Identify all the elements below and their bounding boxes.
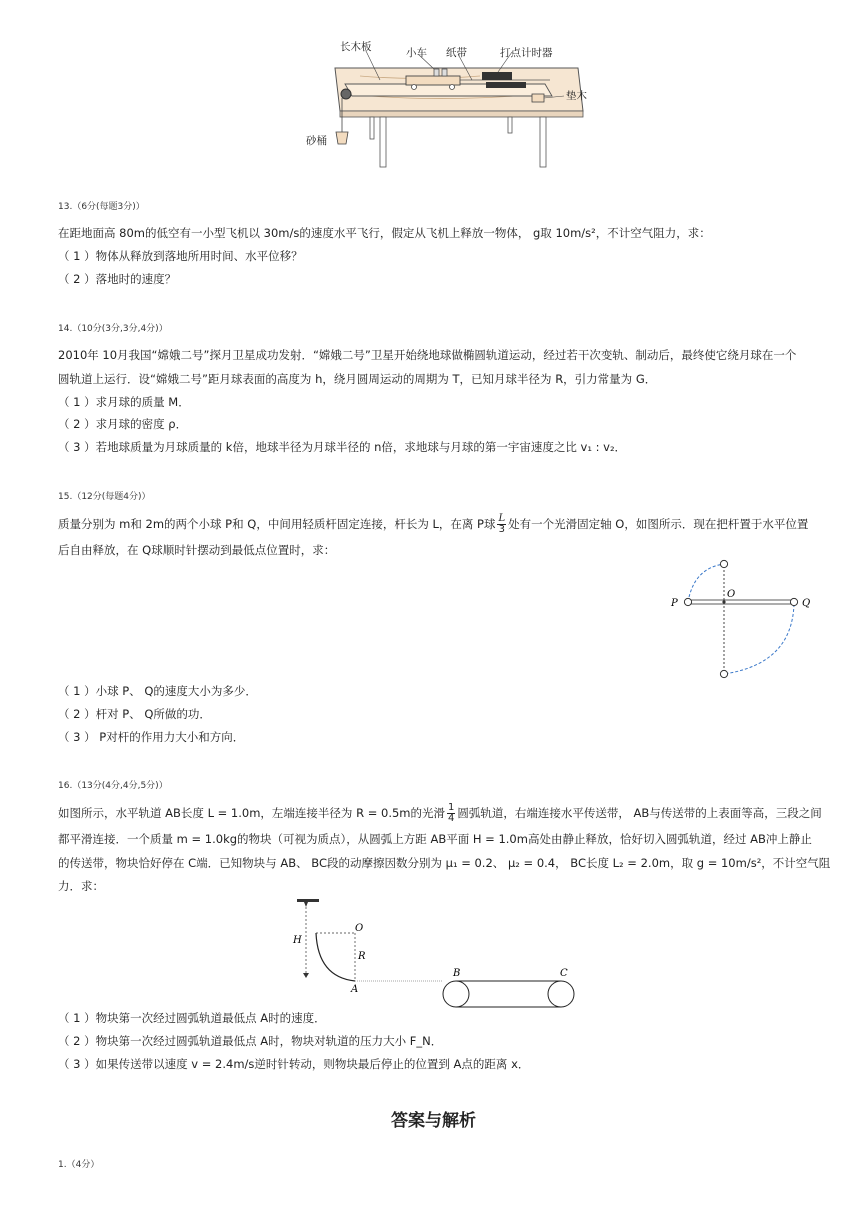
q14-part3: （ 3 ）若地球质量为月球质量的 k倍，地球半径为月球半径的 n倍，求地球与月球的第一宇宙速度之比 v₁ : v₂． (58, 440, 627, 454)
label-board: 长木板 (340, 41, 372, 53)
q15-part1: （ 1 ）小球 P、 Q的速度大小为多少． (58, 684, 257, 698)
label-timer: 打点计时器 (500, 47, 553, 59)
apparatus-figure (300, 36, 600, 171)
q15-rod-figure (664, 556, 824, 682)
label-b: B (453, 968, 461, 979)
q13-stem: 在距地面高 80m的低空有一小型飞机以 30m/s的速度水平飞行，假定从飞机上释放一物体， g取 10m/s²，不计空气阻力，求： (58, 226, 711, 240)
q16-part1: （ 1 ）物块第一次经过圆弧轨道最低点 A时的速度． (58, 1011, 326, 1025)
label-bucket: 砂桶 (306, 135, 327, 147)
label-r: R (358, 951, 366, 962)
fraction-l-over-3: $\frac{L}{3}$ (498, 513, 506, 535)
q13-part2: （ 2 ）落地时的速度？ (58, 272, 177, 286)
q16-stem-1b: 圆弧轨道，右端连接水平传送带， AB与传送带的上表面等高，三段之间 (457, 806, 822, 820)
q16-part3: （ 3 ）如果传送带以速度 v = 2.4m/s逆时针转动，则物块最后停止的位置到 A点的距离 x． (58, 1057, 530, 1071)
label-o: O (355, 923, 364, 934)
q16-stem-line4: 力．求： (58, 879, 104, 893)
q15-stem-1b: 处有一个光滑固定轴 O，如图所示．现在把杆置于水平位置 (508, 517, 809, 531)
q13-part1: （ 1 ）物体从释放到落地所用时间、水平位移？ (58, 249, 303, 263)
answers-title: 答案与解析 (391, 1111, 476, 1131)
q14-header: 14.（10分(3分,3分,4分)） (58, 324, 168, 334)
q14-part1: （ 1 ）求月球的质量 M． (58, 395, 190, 409)
q16-stem-line1 (58, 801, 822, 825)
q16-stem-line3: 的传送带，物块恰好停在 C端．已知物块与 AB、 BC段的动摩擦因数分别为 μ₁ = 0.2、 μ₂ = 0.4， BC长度 L₂ = 2.0m，取 g = 10m/s²，不计空气阻 (58, 856, 831, 870)
answer-1-header: 1.（4分） (58, 1160, 100, 1170)
q15-stem-line1 (58, 512, 808, 536)
q15-part2: （ 2 ）杆对 P、 Q所做的功． (58, 707, 211, 721)
label-a: A (351, 984, 359, 995)
label-cart: 小车 (406, 47, 427, 59)
q16-track-figure (285, 893, 585, 1008)
label-o: O (727, 589, 736, 600)
q16-part2: （ 2 ）物块第一次经过圆弧轨道最低点 A时，物块对轨道的压力大小 F_N． (58, 1034, 443, 1048)
q14-stem-line2: 圆轨道上运行．设“嫦娥二号”距月球表面的高度为 h，绕月圆周运动的周期为 T，已知月球半径为 R，引力常量为 G． (58, 372, 657, 386)
q16-stem-line2: 都平滑连接．一个质量 m = 1.0kg的物块（可视为质点），从圆弧上方距 AB平面 H = 1.0m高处由静止释放，恰好切入圆弧轨道，经过 AB冲上静止 (58, 832, 812, 846)
label-block: 垫木 (566, 90, 587, 102)
q16-header: 16.（13分(4分,4分,5分)） (58, 781, 168, 791)
fraction-1-over-4: $\frac{1}{4}$ (448, 802, 455, 824)
q15-stem-1a: 质量分别为 m和 2m的两个小球 P和 Q，中间用轻质杆固定连接，杆长为 L，在离 P球 (58, 517, 496, 531)
label-tape: 纸带 (446, 47, 467, 59)
q14-part2: （ 2 ）求月球的密度 ρ． (58, 417, 188, 431)
q13-header: 13.（6分(每题3分)） (58, 202, 145, 212)
q14-stem-line1: 2010年 10月我国“嫦娥二号”探月卫星成功发射．“嫦娥二号”卫星开始绕地球做椭圆轨道运动，经过若干次变轨、制动后，最终使它绕月球在一个 (58, 348, 797, 362)
label-p: P (671, 598, 678, 609)
label-c: C (560, 968, 568, 979)
q15-stem-line2: 后自由释放，在 Q球顺时针摆动到最低点位置时，求： (58, 543, 336, 557)
q15-part3: （ 3 ） P对杆的作用力大小和方向． (58, 730, 245, 744)
label-h: H (293, 935, 302, 946)
q15-header: 15.（12分(每题4分)） (58, 492, 151, 502)
q16-stem-1a: 如图所示，水平轨道 AB长度 L = 1.0m，左端连接半径为 R = 0.5m的光滑 (58, 806, 445, 820)
label-q: Q (802, 598, 811, 609)
